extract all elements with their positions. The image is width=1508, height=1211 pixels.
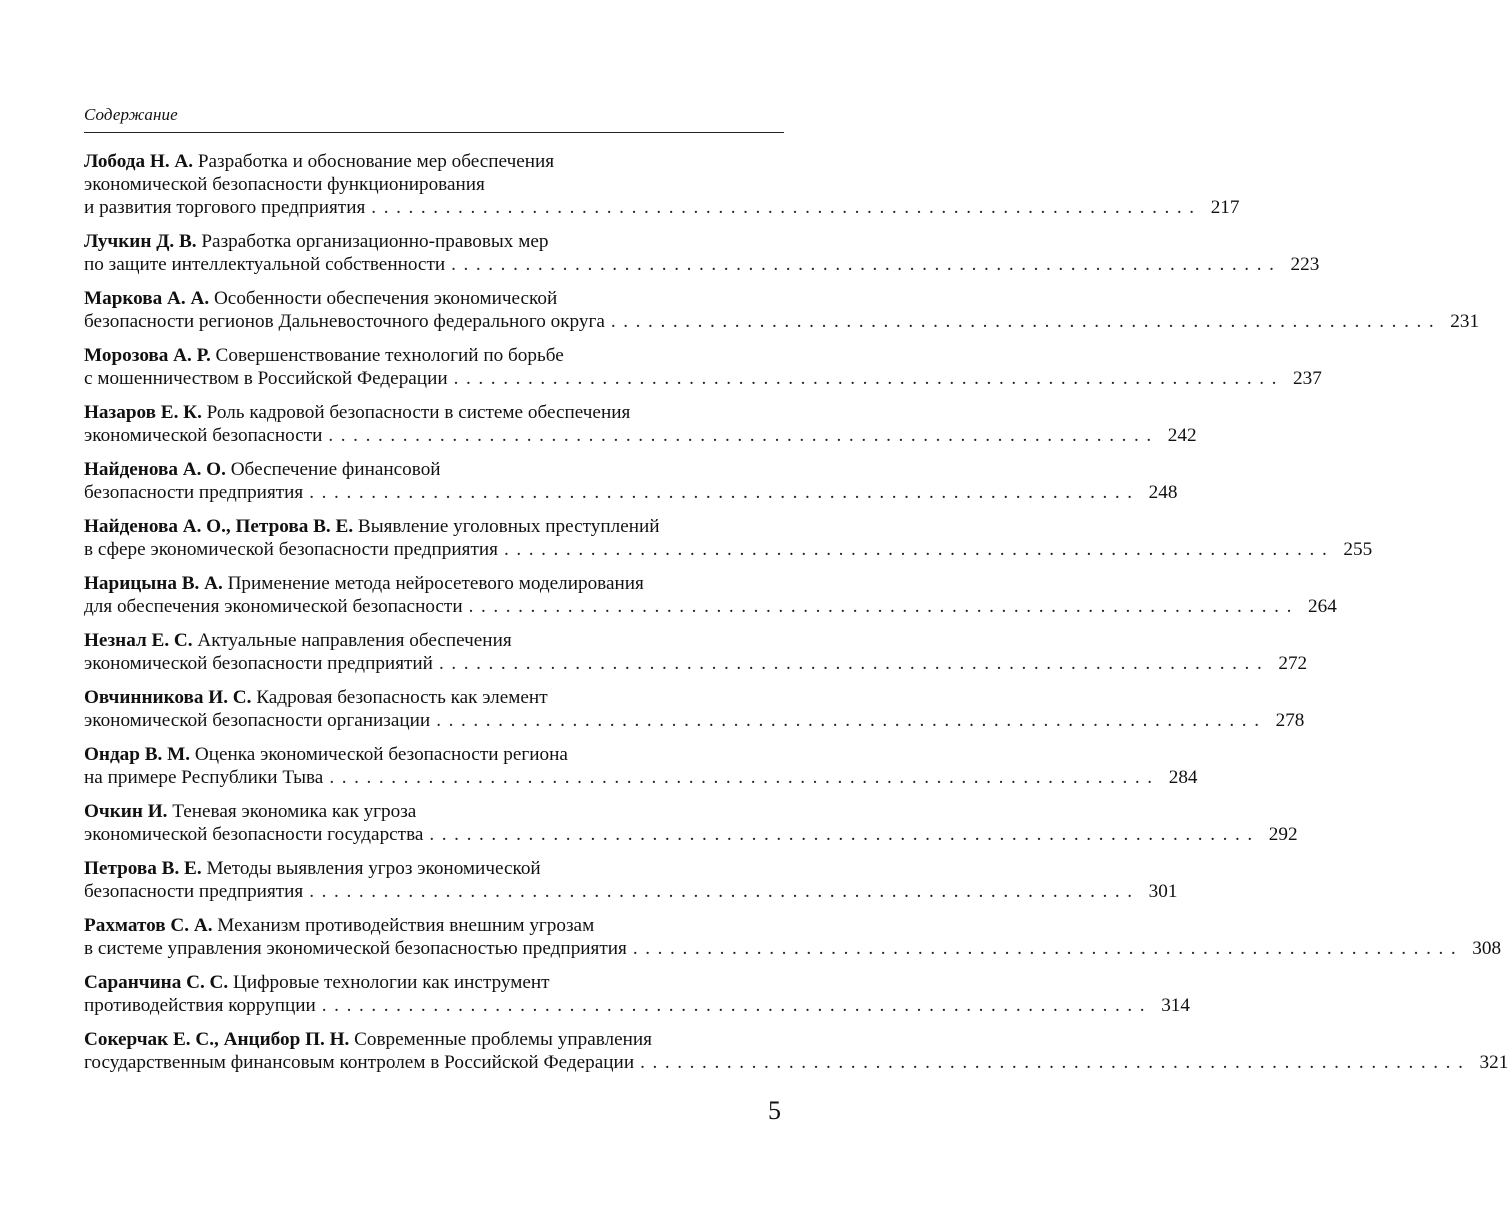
dot-leader: . . . . . . . . . . . . . . . . . . . . . . . . . . . . . . . . . . . . . . . . . . . . . . . . . . . . . . . . . . . . . . . . . . .: [309, 881, 1134, 902]
toc-title-start: Выявление уголовных преступлений: [357, 516, 660, 537]
toc-author: Петрова В. Е.: [84, 858, 202, 879]
toc-page-number: 248: [1148, 482, 1178, 503]
toc-entry-last-line: [84, 424, 1197, 447]
toc-title-end: в сфере экономической безопасности предприятия: [84, 539, 498, 560]
toc-title-start: Цифровые технологии как инструмент: [233, 972, 550, 993]
folio-page-number: 5: [768, 1096, 781, 1125]
toc-entry-first-line: [84, 287, 784, 310]
toc-entry-last-line: [84, 937, 1502, 960]
toc-page-number: 321: [1479, 1052, 1508, 1073]
toc-author: Очкин И.: [84, 801, 168, 822]
toc-page-number: 301: [1148, 881, 1178, 902]
toc-title-end: и развития торгового предприятия: [84, 197, 366, 218]
toc-entry-first-line: [84, 515, 784, 538]
toc-entry[interactable]: [84, 150, 1240, 230]
toc-title-start: Современные проблемы управления: [354, 1029, 652, 1050]
toc-entry-first-line: [84, 971, 784, 994]
toc-entry-first-line: [84, 230, 784, 253]
header-rule: [84, 132, 784, 133]
toc-page-number: 272: [1278, 653, 1308, 674]
toc-entry[interactable]: [84, 971, 1190, 1028]
toc-entry-first-line: [84, 150, 784, 173]
toc-title-start: Методы выявления угроз экономической: [206, 858, 541, 879]
dot-leader: . . . . . . . . . . . . . . . . . . . . . . . . . . . . . . . . . . . . . . . . . . . . . . . . . . . . . . . . . . . . . . . . . . .: [329, 767, 1154, 788]
toc-title-end: безопасности предприятия: [84, 881, 304, 902]
toc-title-end: экономической безопасности организации: [84, 710, 431, 731]
toc-author: Незнал Е. С.: [84, 630, 193, 651]
toc-title-end: экономической безопасности государства: [84, 824, 424, 845]
toc-entry-last-line: [84, 595, 1337, 618]
toc-entry[interactable]: [84, 344, 1322, 401]
dot-leader: . . . . . . . . . . . . . . . . . . . . . . . . . . . . . . . . . . . . . . . . . . . . . . . . . . . . . . . . . . . . . . . . . . .: [321, 995, 1146, 1016]
dot-leader: . . . . . . . . . . . . . . . . . . . . . . . . . . . . . . . . . . . . . . . . . . . . . . . . . . . . . . . . . . . . . . . . . . .: [328, 425, 1153, 446]
toc-title-end: на примере Республики Тыва: [84, 767, 324, 788]
toc-title-end: в системе управления экономической безопасностью предприятия: [84, 938, 627, 959]
toc-title-end: противодействия коррупции: [84, 995, 316, 1016]
toc-author: Лучкин Д. В.: [84, 231, 197, 252]
toc-entry-last-line: [84, 766, 1198, 789]
toc-entry-last-line: [84, 823, 1298, 846]
toc-title-start: Оценка экономической безопасности региона: [194, 744, 568, 765]
toc-title-end: по защите интеллектуальной собственности: [84, 254, 446, 275]
dot-leader: . . . . . . . . . . . . . . . . . . . . . . . . . . . . . . . . . . . . . . . . . . . . . . . . . . . . . . . . . . . . . . . . . . .: [468, 596, 1293, 617]
toc-title-end: экономической безопасности: [84, 425, 323, 446]
dot-leader: . . . . . . . . . . . . . . . . . . . . . . . . . . . . . . . . . . . . . . . . . . . . . . . . . . . . . . . . . . . . . . . . . . .: [429, 824, 1254, 845]
toc-author: Найденова А. О., Петрова В. Е.: [84, 516, 354, 537]
toc-title-end: с мошенничеством в Российской Федерации: [84, 368, 448, 389]
toc-entry[interactable]: [84, 1028, 1508, 1085]
toc-entry-last-line: [84, 310, 1480, 333]
toc-entry[interactable]: [84, 686, 1305, 743]
toc-page-number: 314: [1161, 995, 1190, 1016]
toc-title-end: безопасности регионов Дальневосточного федерального округа: [84, 311, 605, 332]
dot-leader: . . . . . . . . . . . . . . . . . . . . . . . . . . . . . . . . . . . . . . . . . . . . . . . . . . . . . . . . . . . . . . . . . . .: [438, 653, 1264, 674]
toc-page-number: 264: [1308, 596, 1337, 617]
toc-entry-last-line: [84, 1051, 1508, 1074]
toc-entry-last-line: [84, 709, 1305, 732]
toc-page-number: 237: [1293, 368, 1322, 389]
toc-entry-first-line: [84, 800, 784, 823]
toc-author: Рахматов С. А.: [84, 915, 213, 936]
toc-entry[interactable]: [84, 287, 1480, 344]
dot-leader: . . . . . . . . . . . . . . . . . . . . . . . . . . . . . . . . . . . . . . . . . . . . . . . . . . . . . . . . . . . . . . . . . . .: [632, 938, 1458, 959]
table-of-contents: [84, 150, 1508, 1085]
toc-entry-last-line: [84, 538, 1373, 561]
toc-title-start: Актуальные направления обеспечения: [197, 630, 512, 651]
toc-entry-first-line: [84, 857, 784, 880]
toc-entry-first-line: [84, 914, 784, 937]
running-head: Содержание: [84, 105, 178, 124]
toc-entry[interactable]: [84, 572, 1337, 629]
toc-page-number: 242: [1167, 425, 1197, 446]
toc-title-end: для обеспечения экономической безопасности: [84, 596, 463, 617]
toc-title-start: Совершенствование технологий по борьбе: [215, 345, 564, 366]
dot-leader: . . . . . . . . . . . . . . . . . . . . . . . . . . . . . . . . . . . . . . . . . . . . . . . . . . . . . . . . . . . . . . . . . . .: [436, 710, 1261, 731]
toc-entry-last-line: [84, 652, 1308, 675]
toc-entry-first-line: [84, 458, 784, 481]
toc-page-number: 231: [1450, 311, 1480, 332]
toc-title-start: Применение метода нейросетевого моделирования: [227, 573, 644, 594]
toc-entry[interactable]: [84, 629, 1308, 686]
toc-entry-first-line: [84, 344, 784, 367]
toc-title-start: Разработка организационно-правовых мер: [201, 231, 549, 252]
toc-title-end: государственным финансовым контролем в Российской Федерации: [84, 1052, 635, 1073]
toc-entry-first-line: [84, 686, 784, 709]
toc-page-number: 308: [1472, 938, 1502, 959]
dot-leader: . . . . . . . . . . . . . . . . . . . . . . . . . . . . . . . . . . . . . . . . . . . . . . . . . . . . . . . . . . . . . . . . . . .: [451, 254, 1276, 275]
toc-title-start: Разработка и обоснование мер обеспечения: [197, 151, 555, 172]
toc-author: Лобода Н. А.: [84, 151, 194, 172]
toc-entry[interactable]: [84, 230, 1320, 287]
toc-author: Саранчина С. С.: [84, 972, 229, 993]
toc-author: Назаров Е. К.: [84, 402, 202, 423]
toc-author: Нарицына В. А.: [84, 573, 223, 594]
toc-title-end: экономической безопасности предприятий: [84, 653, 433, 674]
toc-entry-first-line: [84, 401, 784, 424]
toc-title-middle: экономической безопасности функционирования: [84, 174, 485, 195]
toc-entry[interactable]: [84, 515, 1373, 572]
toc-entry-first-line: [84, 572, 784, 595]
dot-leader: . . . . . . . . . . . . . . . . . . . . . . . . . . . . . . . . . . . . . . . . . . . . . . . . . . . . . . . . . . . . . . . . . . .: [453, 368, 1278, 389]
toc-entry-last-line: [84, 196, 1240, 219]
toc-title-start: Обеспечение финансовой: [230, 459, 441, 480]
toc-author: Сокерчак Е. С., Анцибор П. Н.: [84, 1029, 350, 1050]
toc-entry[interactable]: [84, 800, 1298, 857]
toc-entry-last-line: [84, 880, 1178, 903]
toc-page-number: 278: [1275, 710, 1305, 731]
toc-author: Овчинникова И. С.: [84, 687, 252, 708]
toc-entry-last-line: [84, 481, 1178, 504]
toc-entry-first-line: [84, 1028, 784, 1051]
toc-page-number: 217: [1210, 197, 1240, 218]
toc-author: Маркова А. А.: [84, 288, 210, 309]
dot-leader: . . . . . . . . . . . . . . . . . . . . . . . . . . . . . . . . . . . . . . . . . . . . . . . . . . . . . . . . . . . . . . . . . . .: [371, 197, 1196, 218]
dot-leader: . . . . . . . . . . . . . . . . . . . . . . . . . . . . . . . . . . . . . . . . . . . . . . . . . . . . . . . . . . . . . . . . . . .: [640, 1052, 1465, 1073]
dot-leader: . . . . . . . . . . . . . . . . . . . . . . . . . . . . . . . . . . . . . . . . . . . . . . . . . . . . . . . . . . . . . . . . . . .: [309, 482, 1134, 503]
toc-title-start: Механизм противодействия внешним угрозам: [217, 915, 595, 936]
dot-leader: . . . . . . . . . . . . . . . . . . . . . . . . . . . . . . . . . . . . . . . . . . . . . . . . . . . . . . . . . . . . . . . . . . .: [610, 311, 1436, 332]
dot-leader: . . . . . . . . . . . . . . . . . . . . . . . . . . . . . . . . . . . . . . . . . . . . . . . . . . . . . . . . . . . . . . . . . . .: [503, 539, 1329, 560]
toc-entry-last-line: [84, 994, 1190, 1017]
toc-page-number: 223: [1290, 254, 1320, 275]
toc-entry-first-line: [84, 743, 784, 766]
toc-page-number: 255: [1343, 539, 1373, 560]
toc-author: Найденова А. О.: [84, 459, 226, 480]
toc-title-start: Теневая экономика как угроза: [172, 801, 417, 822]
toc-entry-last-line: [84, 253, 1320, 276]
toc-entry-first-line: [84, 629, 784, 652]
toc-entry[interactable]: [84, 914, 1502, 971]
toc-author: Ондар В. М.: [84, 744, 191, 765]
toc-entry[interactable]: [84, 743, 1198, 800]
toc-page-number: 292: [1268, 824, 1298, 845]
toc-author: Морозова А. Р.: [84, 345, 211, 366]
toc-entry[interactable]: [84, 458, 1178, 515]
toc-entry[interactable]: [84, 857, 1178, 914]
toc-page-number: 284: [1168, 767, 1198, 788]
toc-title-end: безопасности предприятия: [84, 482, 304, 503]
toc-title-start: Особенности обеспечения экономической: [213, 288, 558, 309]
toc-entry-last-line: [84, 367, 1322, 390]
toc-entry[interactable]: [84, 401, 1197, 458]
toc-title-start: Кадровая безопасность как элемент: [256, 687, 548, 708]
toc-title-start: Роль кадровой безопасности в системе обеспечения: [206, 402, 631, 423]
